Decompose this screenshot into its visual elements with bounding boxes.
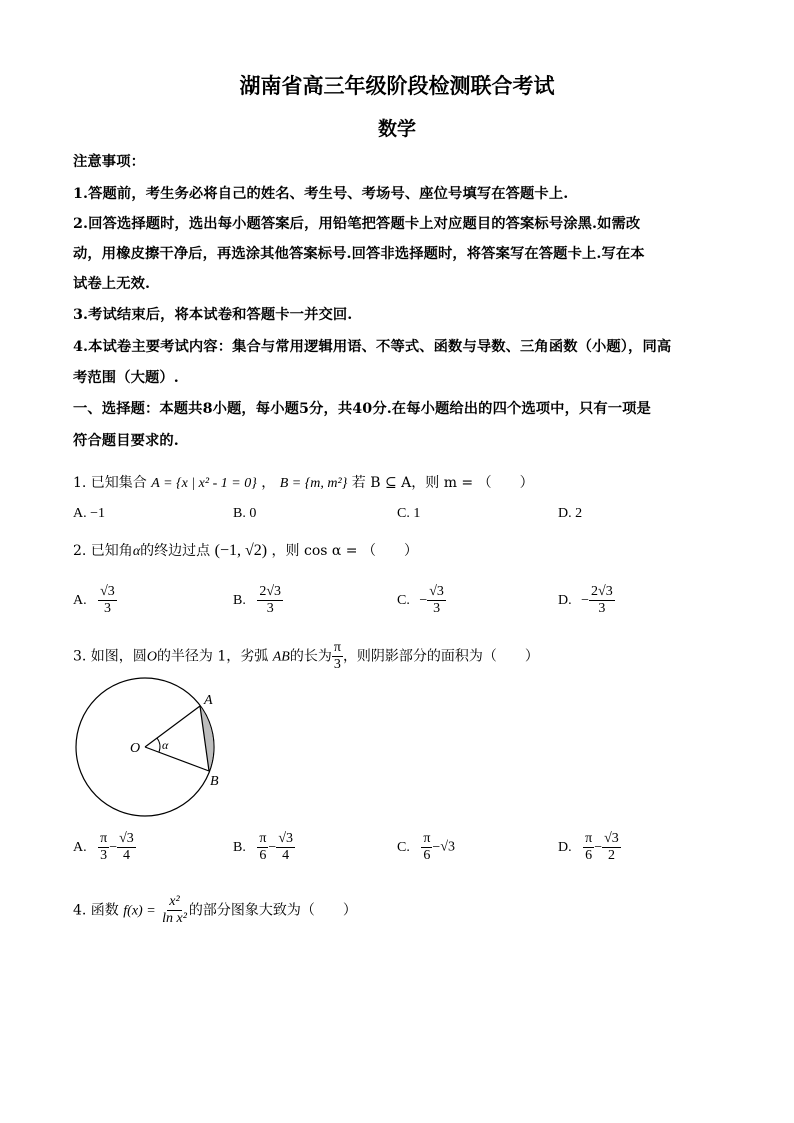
- q1-option-c: C. 1: [397, 506, 421, 521]
- note-item-2-line-2: 动，用橡皮擦干净后，再选涂其他答案标号.回答非选择题时，将答案写在答题卡上.写在本: [73, 246, 645, 262]
- q3-text-before: 3. 如图，圆: [73, 648, 147, 665]
- radius-oa: [145, 706, 200, 747]
- q3-a-p-den: 3: [100, 848, 108, 864]
- label-o: O: [130, 741, 141, 756]
- radius-ob: [145, 747, 209, 771]
- note-item-4-line-1: 4.本试卷主要考试内容：集合与常用逻辑用语、不等式、函数与导数、三角函数（小题），同高: [73, 339, 672, 355]
- q4-function: f(x) =: [123, 903, 156, 919]
- q3-c-op: −: [432, 839, 441, 855]
- note-item-4-line-2: 考范围（大题）.: [73, 370, 179, 386]
- q2-b-label: B.: [233, 592, 246, 608]
- question-2: [73, 540, 418, 560]
- q3-center-o: O: [146, 649, 157, 665]
- note-item-3: 3.考试结束后，将本试卷和答题卡一并交回.: [73, 307, 353, 323]
- q2-d-label: D.: [558, 592, 572, 608]
- q3-option-a: [73, 831, 136, 864]
- q2-alpha: α: [132, 544, 141, 559]
- q3-d-op: −: [594, 839, 603, 855]
- q3-circle-figure: [66, 676, 236, 822]
- q3-text-mid: 的半径为 1，劣弧: [156, 648, 269, 665]
- q2-text-after: ，则 cos α = （ ）: [271, 543, 418, 559]
- question-4: [73, 894, 357, 927]
- q3-a-q-den: 4: [122, 848, 130, 864]
- q3-frac-denominator: 3: [333, 657, 341, 673]
- q3-a-op: −: [109, 839, 118, 855]
- section-1-line-2: 符合题目要求的.: [73, 433, 179, 449]
- label-a: A: [204, 693, 213, 708]
- q3-d-label: D.: [558, 839, 572, 855]
- q1-condition: 若 B ⊆ A，则 m = （ ）: [351, 475, 534, 491]
- q2-point: (−1, √2): [214, 542, 268, 559]
- q3-a-label: A.: [73, 839, 87, 855]
- q2-c-label: C.: [397, 592, 410, 608]
- q3-option-b: [233, 831, 295, 864]
- q2-text-before: 2. 已知角: [73, 543, 133, 559]
- q3-arc: AB: [272, 649, 290, 665]
- q2-b-denominator: 3: [266, 601, 274, 617]
- q3-b-p-num: π: [257, 831, 268, 848]
- q2-d-denominator: 3: [598, 601, 606, 617]
- q2-a-numerator: √3: [98, 584, 117, 601]
- q3-option-d: [558, 831, 621, 864]
- question-1: [73, 472, 534, 492]
- q4-frac-numerator: x²: [167, 894, 181, 911]
- note-item-2-line-1: 2.回答选择题时，选出每小题答案后，用铅笔把答题卡上对应题目的答案标号涂黑.如需改: [73, 216, 641, 232]
- q3-c-p-num: π: [421, 831, 432, 848]
- q3-c-p-den: 6: [423, 848, 431, 864]
- note-item-2-line-3: 试卷上无效.: [73, 276, 151, 292]
- label-b: B: [210, 774, 219, 789]
- q3-c-label: C.: [397, 839, 410, 855]
- q4-frac-denominator: ln x²: [162, 911, 187, 927]
- q2-c-numerator: √3: [427, 584, 446, 601]
- q3-b-q-num: √3: [276, 831, 295, 848]
- q1-option-b: B. 0: [233, 506, 257, 521]
- q2-a-label: A.: [73, 592, 87, 608]
- exam-title: 湖南省高三年级阶段检测联合考试: [239, 73, 555, 98]
- q1-prefix: 1. 已知集合: [73, 475, 147, 491]
- angle-arc: [157, 738, 160, 752]
- q2-d-sign: −: [581, 592, 590, 608]
- q3-d-q-num: √3: [602, 831, 621, 848]
- q2-text-mid: 的终边过点: [140, 543, 211, 559]
- q3-d-p-num: π: [583, 831, 594, 848]
- q4-text-after: 的部分图象大致为（ ）: [188, 902, 357, 919]
- q3-d-q-den: 2: [607, 848, 615, 864]
- label-alpha: α: [162, 738, 169, 752]
- q2-option-d: [558, 584, 615, 617]
- q2-c-denominator: 3: [433, 601, 441, 617]
- q1-set-a: A = {x | x² - 1 = 0}: [151, 476, 257, 491]
- q1-set-b: B = {m, m²}: [279, 476, 348, 491]
- q3-a-p-num: π: [98, 831, 109, 848]
- q2-option-c: [397, 584, 446, 617]
- notes-heading: 注意事项：: [73, 154, 145, 170]
- question-3: [73, 640, 539, 673]
- q3-text-after: ，则阴影部分的面积为（ ）: [342, 648, 539, 665]
- q1-separator: ，: [261, 475, 276, 491]
- q3-b-p-den: 6: [259, 848, 267, 864]
- q3-c-q-num: √3: [440, 839, 456, 855]
- q1-option-a: A. −1: [73, 506, 106, 521]
- section-1-line-1: 一、选择题：本题共8小题，每小题5分，共40分.在每小题给出的四个选项中，只有一项是: [73, 401, 651, 417]
- q2-c-sign: −: [419, 592, 428, 608]
- q3-d-p-den: 6: [585, 848, 593, 864]
- q3-text-len: 的长为: [289, 648, 332, 665]
- q3-b-op: −: [268, 839, 277, 855]
- q3-frac-numerator: π: [332, 640, 343, 657]
- q1-option-d: D. 2: [558, 506, 583, 521]
- q2-option-b: [233, 584, 283, 617]
- note-item-1: 1.答题前，考生务必将自己的姓名、考生号、考场号、座位号填写在答题卡上.: [73, 186, 569, 202]
- q3-b-q-den: 4: [282, 848, 290, 864]
- q2-option-a: [73, 584, 117, 617]
- q3-option-c: [397, 831, 455, 864]
- q3-a-q-num: √3: [117, 831, 136, 848]
- exam-subject: 数学: [377, 118, 416, 140]
- q2-d-numerator: 2√3: [589, 584, 615, 601]
- q2-b-numerator: 2√3: [257, 584, 283, 601]
- q2-a-denominator: 3: [103, 601, 111, 617]
- q4-text-before: 4. 函数: [73, 902, 119, 919]
- q3-b-label: B.: [233, 839, 246, 855]
